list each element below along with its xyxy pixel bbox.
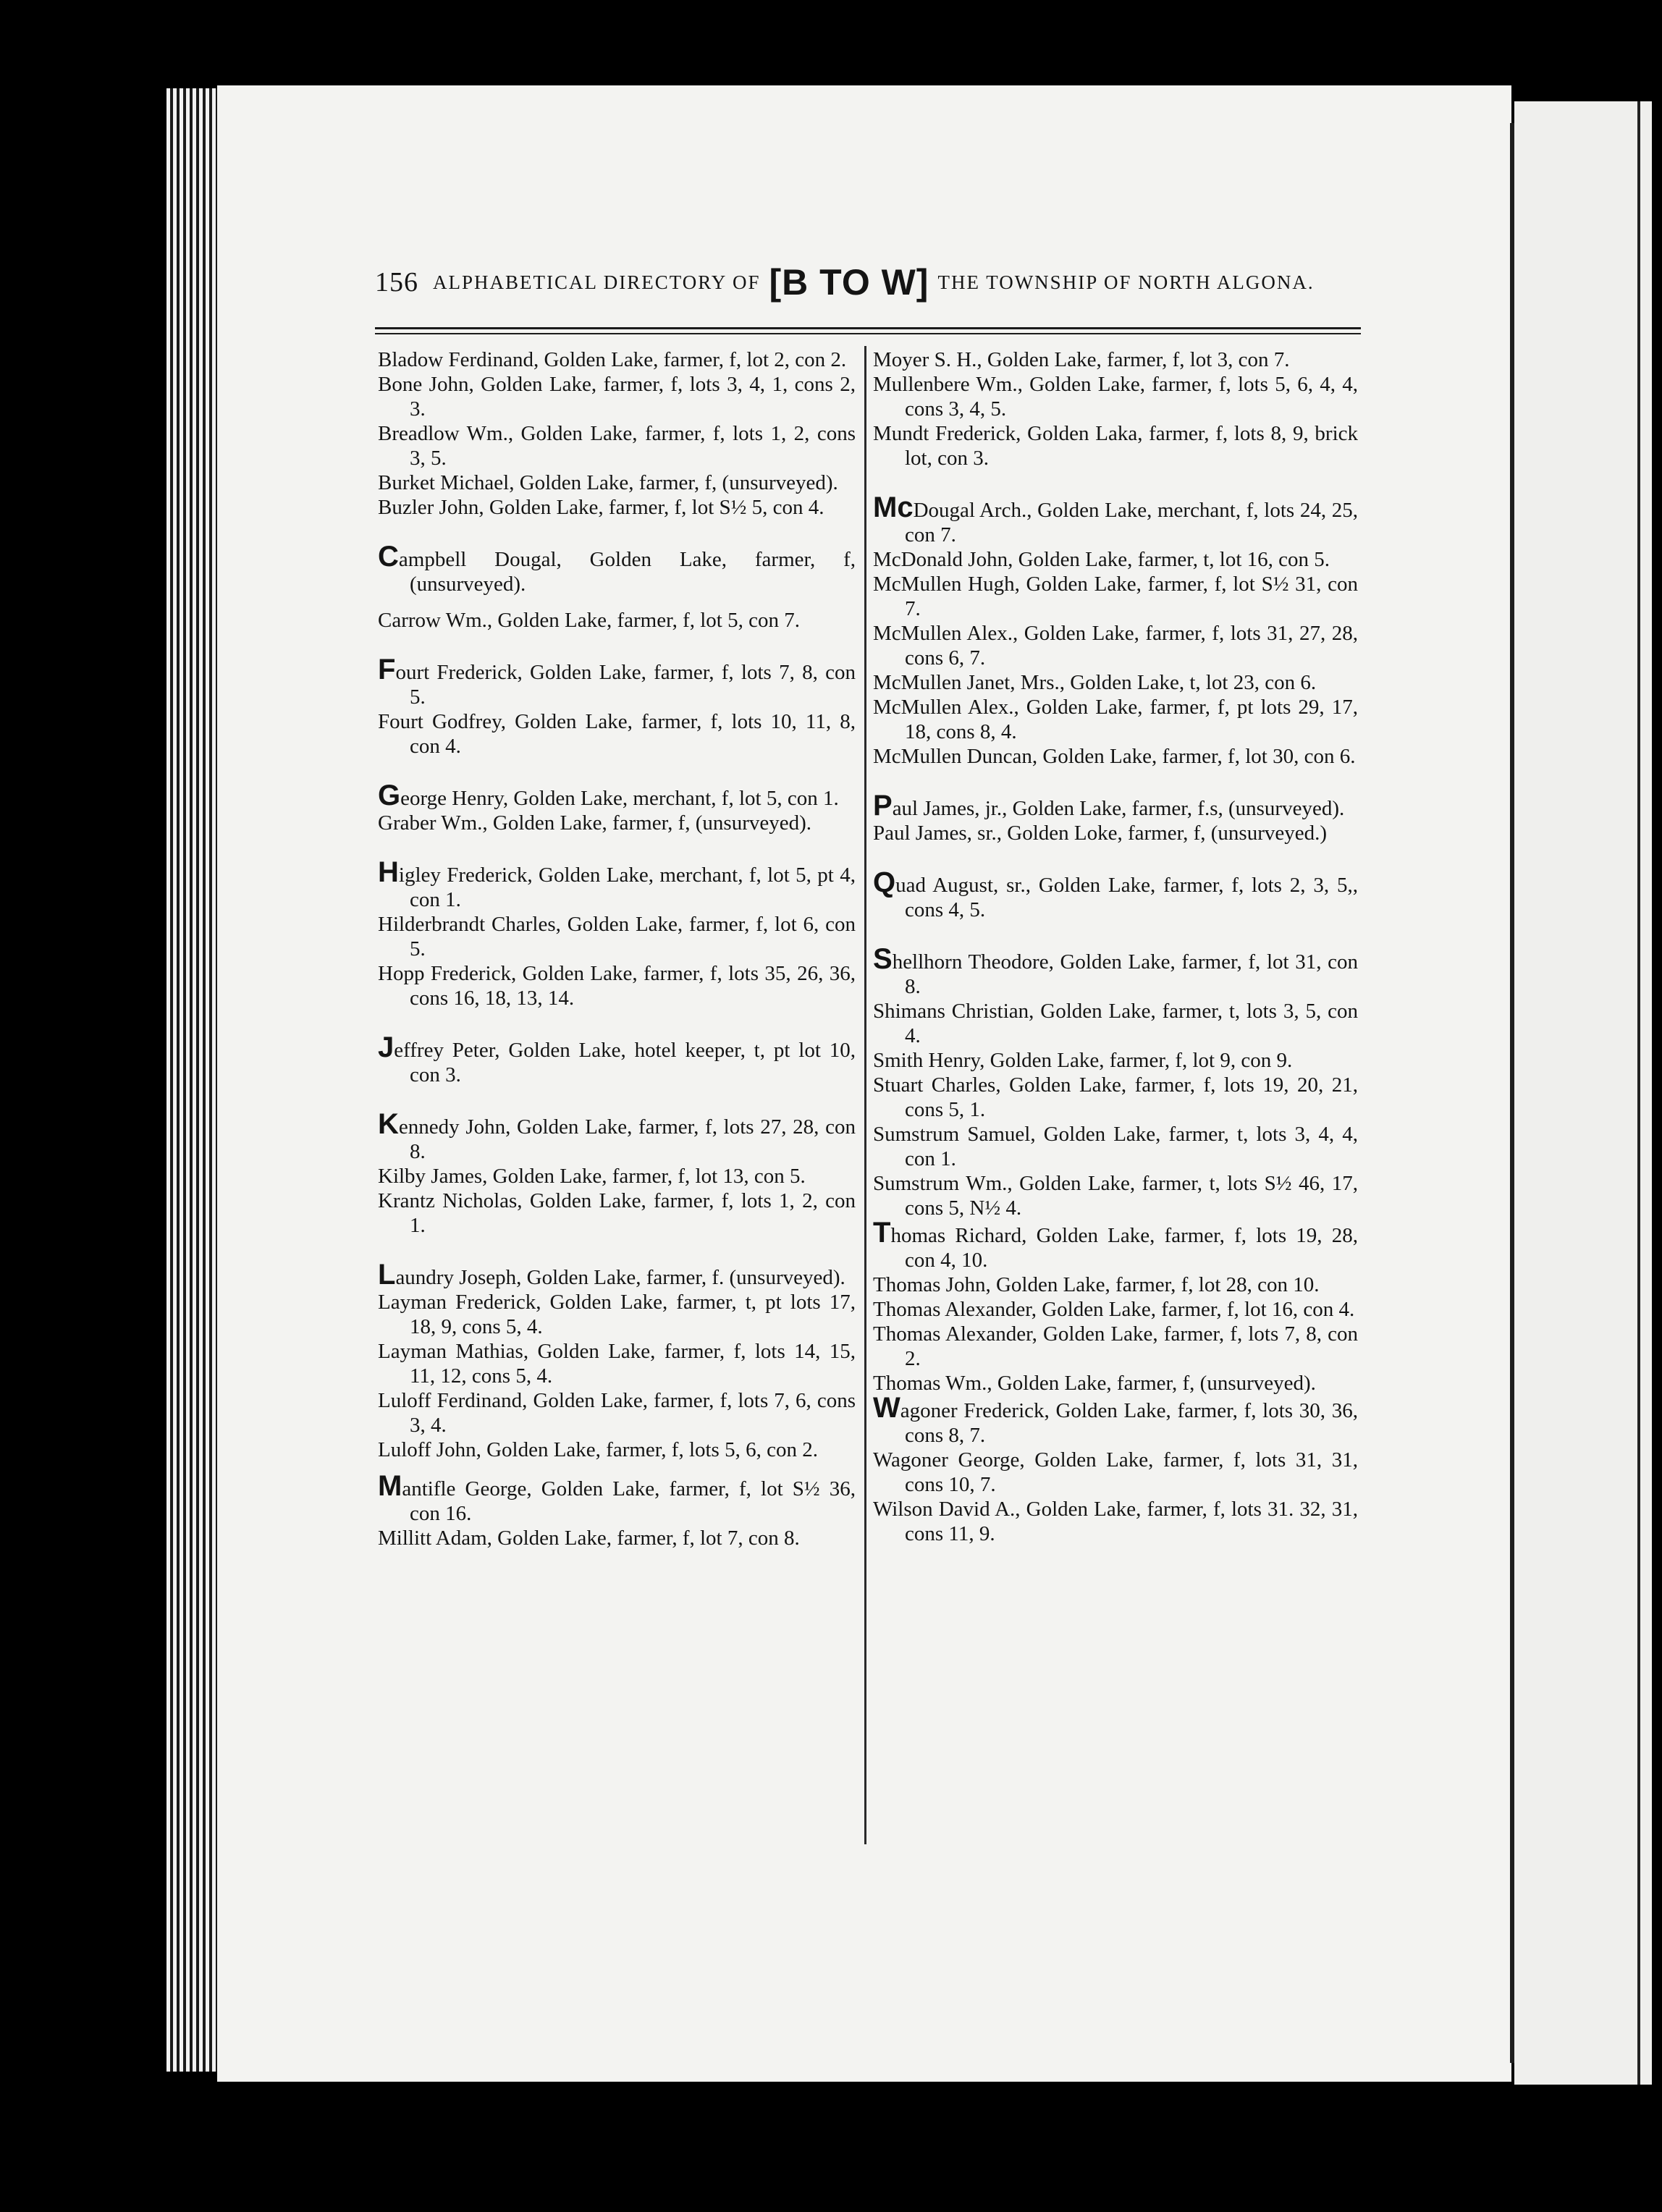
entry-text: McMullen Hugh, Golden Lake, farmer, f, lot S½ 31, con 7. — [873, 573, 1358, 620]
directory-entry — [378, 1164, 856, 1189]
directory-entry — [378, 347, 856, 372]
directory-entry — [378, 1526, 856, 1550]
section-initial: J — [378, 1031, 395, 1063]
directory-entry — [378, 372, 856, 421]
directory-entry — [378, 811, 856, 835]
entry-text: Wagoner George, Golden Lake, farmer, f, lots 31, 31, cons 10, 7. — [873, 1448, 1358, 1496]
entry-text: ennedy John, Golden Lake, farmer, f, lots 27, 28, con 8. — [398, 1115, 856, 1163]
entry-text: Buzler John, Golden Lake, farmer, f, lot S½ 5, con 4. — [378, 496, 824, 519]
directory-entry — [378, 780, 856, 811]
section-initial: K — [378, 1108, 399, 1140]
header-rule — [375, 327, 1361, 329]
directory-entry — [873, 1171, 1358, 1220]
directory-entry — [873, 1272, 1358, 1297]
directory-entry — [873, 372, 1358, 421]
entry-text: Breadlow Wm., Golden Lake, farmer, f, lots 1, 2, cons 3, 5. — [378, 422, 856, 470]
directory-entry — [378, 608, 856, 633]
directory-entry — [873, 1297, 1358, 1322]
section-initial: H — [378, 856, 399, 888]
header-title-right: THE TOWNSHIP OF NORTH ALGONA. — [937, 271, 1315, 293]
entry-text: Graber Wm., Golden Lake, farmer, f, (unsurveyed). — [378, 811, 812, 835]
entry-text: homas Richard, Golden Lake, farmer, f, lots 19, 28, con 4, 10. — [890, 1224, 1358, 1272]
entry-text: McDonald John, Golden Lake, farmer, t, lot 16, con 5. — [873, 548, 1330, 571]
directory-entry — [378, 470, 856, 495]
entry-text: Fourt Godfrey, Golden Lake, farmer, f, lots 10, 11, 8, con 4. — [378, 710, 856, 758]
directory-entry — [873, 491, 1358, 547]
right-column — [873, 347, 1358, 1546]
directory-entry — [873, 744, 1358, 769]
section-range: [B TO W] — [769, 262, 929, 303]
entry-text: ourt Frederick, Golden Lake, farmer, f, lots 7, 8, con 5. — [395, 661, 856, 709]
directory-entry — [873, 547, 1358, 572]
entry-text: aundry Joseph, Golden Lake, farmer, f. (unsurveyed). — [395, 1266, 845, 1289]
entry-text: Layman Frederick, Golden Lake, farmer, t, pt lots 17, 18, 9, cons 5, 4. — [378, 1291, 856, 1338]
directory-entry — [873, 999, 1358, 1048]
entry-text: effrey Peter, Golden Lake, hotel keeper, t, pt lot 10, con 3. — [394, 1039, 856, 1086]
header-rule-thin — [375, 333, 1361, 334]
header-title-left: ALPHABETICAL DIRECTORY OF — [433, 271, 761, 293]
directory-entry — [378, 1470, 856, 1526]
entry-text: Bladow Ferdinand, Golden Lake, farmer, f, lot 2, con 2. — [378, 348, 847, 371]
section-initial: W — [873, 1392, 900, 1424]
section-initial: Mc — [873, 491, 914, 523]
entry-text: McMullen Duncan, Golden Lake, farmer, f, lot 30, con 6. — [873, 745, 1356, 768]
entry-text: antifle George, Golden Lake, farmer, f, lot S½ 36, con 16. — [402, 1477, 856, 1525]
directory-entry — [873, 670, 1358, 695]
directory-entry — [873, 1322, 1358, 1371]
section-initial: T — [873, 1217, 891, 1249]
entry-text: Thomas Alexander, Golden Lake, farmer, f, lot 16, con 4. — [873, 1298, 1355, 1321]
directory-entry — [873, 1073, 1358, 1122]
entry-text: McMullen Alex., Golden Lake, farmer, f, lots 31, 27, 28, cons 6, 7. — [873, 622, 1358, 670]
entry-text: Stuart Charles, Golden Lake, farmer, f, lots 19, 20, 21, cons 5, 1. — [873, 1073, 1358, 1121]
directory-entry — [873, 621, 1358, 670]
entry-text: Thomas John, Golden Lake, farmer, f, lot 28, con 10. — [873, 1273, 1320, 1296]
entry-text: Sumstrum Samuel, Golden Lake, farmer, t, lots 3, 4, 4, con 1. — [873, 1123, 1358, 1170]
directory-entry — [378, 1290, 856, 1339]
directory-entry — [873, 821, 1358, 845]
page-stack-edges — [166, 88, 224, 2072]
entry-text: aul James, jr., Golden Lake, farmer, f.s, (unsurveyed). — [892, 797, 1345, 820]
left-column — [378, 347, 856, 1550]
entry-text: Millitt Adam, Golden Lake, farmer, f, lot 7, con 8. — [378, 1527, 800, 1550]
section-initial: P — [873, 790, 893, 822]
entry-text: Moyer S. H., Golden Lake, farmer, f, lot 3, con 7. — [873, 348, 1290, 371]
facing-page-edge — [1514, 101, 1652, 2085]
section-initial: L — [378, 1259, 396, 1291]
directory-entry — [378, 1031, 856, 1087]
entry-text: Hilderbrandt Charles, Golden Lake, farmer, f, lot 6, con 5. — [378, 913, 856, 961]
section-initial: C — [378, 541, 399, 573]
directory-entry — [873, 1371, 1358, 1396]
directory-entry — [873, 1122, 1358, 1171]
directory-entry — [378, 541, 856, 596]
entry-text: Burket Michael, Golden Lake, farmer, f, (unsurveyed). — [378, 471, 838, 494]
directory-entry — [873, 1448, 1358, 1497]
entry-text: Sumstrum Wm., Golden Lake, farmer, t, lots S½ 46, 17, cons 5, N½ 4. — [873, 1172, 1358, 1220]
directory-entry — [378, 961, 856, 1010]
directory-entry — [378, 709, 856, 759]
directory-entry — [873, 1217, 1358, 1272]
page-gutter — [1510, 123, 1514, 2063]
directory-entry — [378, 1388, 856, 1438]
entry-text: Shimans Christian, Golden Lake, farmer, t, lots 3, 5, con 4. — [873, 1000, 1358, 1047]
section-initial: F — [378, 654, 396, 685]
entry-text: Luloff Ferdinand, Golden Lake, farmer, f, lots 7, 6, cons 3, 4. — [378, 1389, 856, 1437]
section-initial: M — [378, 1470, 402, 1502]
entry-text: Layman Mathias, Golden Lake, farmer, f, lots 14, 15, 11, 12, cons 5, 4. — [378, 1340, 856, 1388]
directory-entry — [378, 1259, 856, 1291]
entry-text: uad August, sr., Golden Lake, farmer, f, lots 2, 3, 5,, cons 4, 5. — [895, 874, 1358, 921]
directory-entry — [873, 572, 1358, 621]
entry-text: Wilson David A., Golden Lake, farmer, f, lots 31. 32, 31, cons 11, 9. — [873, 1498, 1358, 1545]
directory-entry — [873, 943, 1358, 999]
entry-text: Thomas Alexander, Golden Lake, farmer, f, lots 7, 8, con 2. — [873, 1322, 1358, 1370]
directory-entry — [378, 421, 856, 470]
entry-text: McMullen Janet, Mrs., Golden Lake, t, lot 23, con 6. — [873, 671, 1317, 694]
entry-text: igley Frederick, Golden Lake, merchant, f, lot 5, pt 4, con 1. — [398, 864, 856, 911]
directory-entry — [873, 695, 1358, 744]
entry-text: Thomas Wm., Golden Lake, farmer, f, (unsurveyed). — [873, 1372, 1316, 1395]
running-header — [375, 261, 1361, 304]
entry-text: eorge Henry, Golden Lake, merchant, f, lot 5, con 1. — [400, 787, 839, 810]
facing-page-border — [1637, 101, 1640, 2085]
entry-text: ampbell Dougal, Golden Lake, farmer, f, (unsurveyed). — [398, 548, 856, 596]
directory-entry — [873, 347, 1358, 372]
entry-text: Mundt Frederick, Golden Laka, farmer, f, lots 8, 9, brick lot, con 3. — [873, 422, 1358, 470]
directory-entry — [873, 866, 1358, 922]
entry-text: Kilby James, Golden Lake, farmer, f, lot 13, con 5. — [378, 1165, 806, 1188]
section-initial: S — [873, 943, 893, 975]
directory-entry — [873, 1048, 1358, 1073]
directory-entry — [378, 856, 856, 912]
entry-text: Paul James, sr., Golden Loke, farmer, f, (unsurveyed.) — [873, 822, 1327, 845]
directory-entry — [873, 790, 1358, 822]
directory-entry — [378, 912, 856, 961]
directory-entry — [873, 1392, 1358, 1448]
page-number: 156 — [375, 267, 418, 297]
entry-text: Luloff John, Golden Lake, farmer, f, lots 5, 6, con 2. — [378, 1438, 818, 1461]
directory-entry — [378, 1339, 856, 1388]
entry-text: agoner Frederick, Golden Lake, farmer, f, lots 30, 36, cons 8, 7. — [900, 1399, 1358, 1447]
entry-text: Carrow Wm., Golden Lake, farmer, f, lot 5, con 7. — [378, 609, 800, 632]
directory-entry — [378, 1438, 856, 1462]
directory-entry — [378, 1189, 856, 1238]
entry-text: Krantz Nicholas, Golden Lake, farmer, f, lots 1, 2, con 1. — [378, 1189, 856, 1237]
entry-text: McMullen Alex., Golden Lake, farmer, f, pt lots 29, 17, 18, cons 8, 4. — [873, 696, 1358, 743]
entry-text: Dougal Arch., Golden Lake, merchant, f, lots 24, 25, con 7. — [905, 499, 1358, 546]
column-divider — [864, 346, 866, 1844]
section-initial: Q — [873, 866, 896, 898]
entry-text: Smith Henry, Golden Lake, farmer, f, lot 9, con 9. — [873, 1049, 1293, 1072]
directory-entry — [378, 1108, 856, 1164]
entry-text: Mullenbere Wm., Golden Lake, farmer, f, lots 5, 6, 4, 4, cons 3, 4, 5. — [873, 373, 1358, 421]
entry-text: Hopp Frederick, Golden Lake, farmer, f, lots 35, 26, 36, cons 16, 18, 13, 14. — [378, 962, 856, 1010]
directory-entry — [378, 654, 856, 709]
directory-entry — [378, 495, 856, 520]
section-initial: G — [378, 780, 401, 811]
entry-text: Bone John, Golden Lake, farmer, f, lots 3, 4, 1, cons 2, 3. — [378, 373, 856, 421]
directory-entry — [873, 421, 1358, 470]
entry-text: hellhorn Theodore, Golden Lake, farmer, f, lot 31, con 8. — [892, 950, 1358, 998]
directory-entry — [873, 1497, 1358, 1546]
